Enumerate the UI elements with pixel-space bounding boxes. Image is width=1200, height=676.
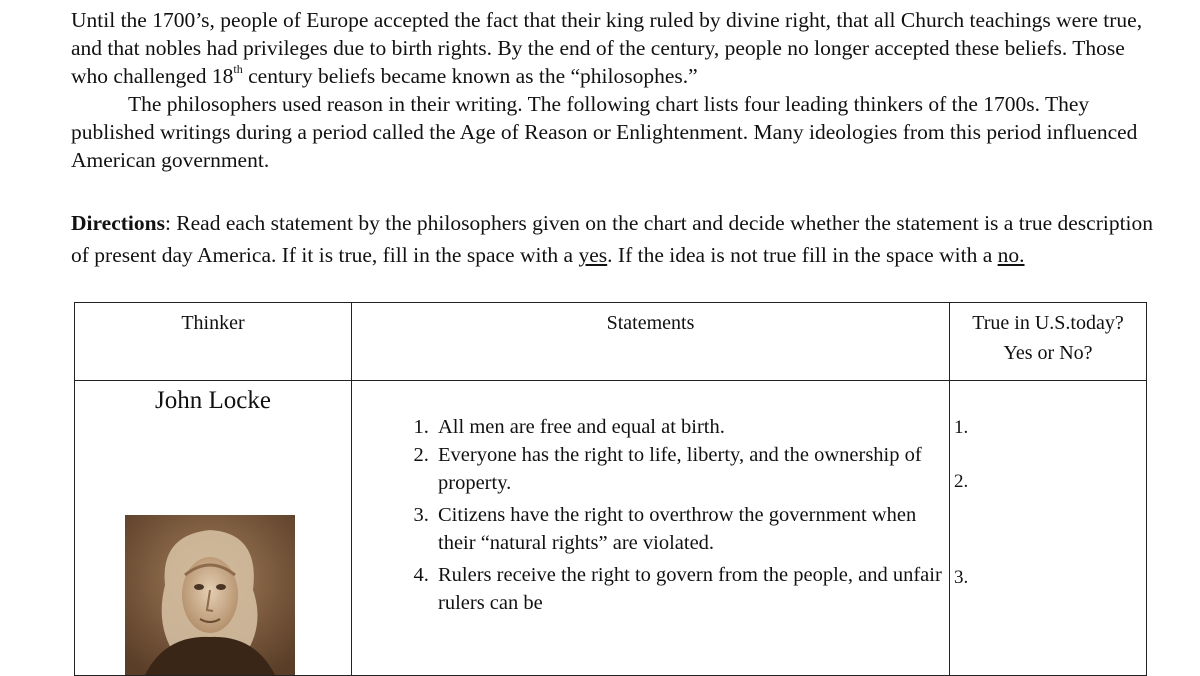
directions-text-b: . If the idea is not true fill in the space with a — [607, 243, 998, 267]
directions-label: Directions — [71, 211, 165, 235]
no-word: no. — [997, 243, 1025, 267]
yes-word: yes — [578, 243, 608, 267]
answer-number: 2. — [954, 471, 969, 492]
answer-cell — [950, 381, 1147, 676]
answer-number: 1. — [954, 417, 969, 438]
john-locke-portrait — [125, 515, 295, 675]
statements-cell — [352, 381, 950, 676]
intro-paragraph-1 — [71, 6, 1161, 90]
answer-header-line1: True in U.S.today? — [972, 312, 1124, 334]
intro-p1-text-end: century beliefs became known as the “philosophes.” — [242, 64, 698, 88]
statement-item: 1. All men are free and equal at birth. — [434, 413, 949, 441]
header-thinker: Thinker — [75, 303, 352, 381]
intro-paragraph-2: The philosophers used reason in their writing. The following chart lists four leading thinkers of the 1700s. They published writings during a period called the Age of Reason or Enlightenment. Many ideologies from this period influenced American government. — [71, 92, 1138, 172]
thinker-cell — [75, 381, 352, 676]
directions-text-a: : Read each statement by the philosophers given on the chart and decide whether the statement is a true description of present day America. If it is true, fill in the space with a — [71, 211, 1154, 267]
philosophers-chart — [74, 302, 1147, 676]
statement-list — [352, 413, 949, 617]
chart-header-row — [75, 303, 1147, 381]
thinker-name: John Locke — [155, 387, 271, 414]
directions-paragraph — [71, 207, 1161, 271]
answer-header-line2: Yes or No? — [1003, 342, 1093, 364]
header-statements: Statements — [352, 303, 950, 381]
answer-number: 3. — [954, 567, 969, 588]
statement-item: 2. Everyone has the right to life, liberty, and the ownership of property. — [434, 441, 949, 497]
intro-p1-text: Until the 1700’s, people of Europe accepted the fact that their king ruled by divine right, that all Church teachings were true, and that nobles had privileges due to birth rights. By the end of the century, people no longer accepted these beliefs. Those who challenged 18 — [71, 8, 1143, 88]
statement-item: 4. Rulers receive the right to govern from the people, and unfair rulers can be — [434, 561, 949, 617]
statement-item: 3. Citizens have the right to overthrow the government when their “natural rights” are violated. — [434, 501, 949, 557]
table-row — [75, 381, 1147, 676]
intro-text — [71, 6, 1161, 174]
header-answer — [950, 303, 1147, 381]
ordinal-superscript: th — [233, 61, 243, 76]
